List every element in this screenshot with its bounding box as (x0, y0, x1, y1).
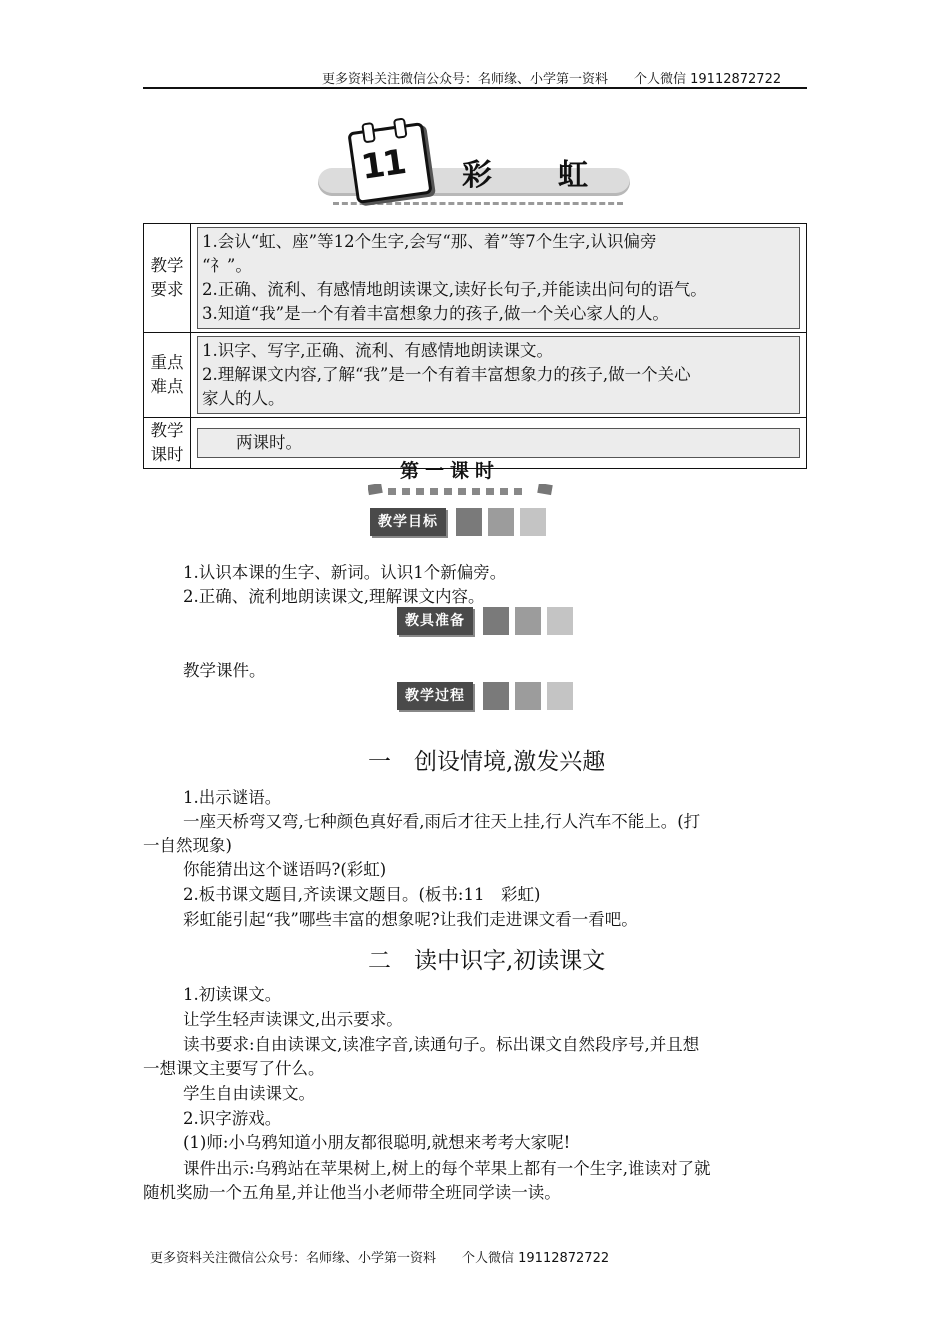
key-line: 2.理解课文内容,了解“我”是一个有着丰富想象力的孩子,做一个关心 (202, 365, 691, 384)
page-header: 更多资料关注微信公众号：名师缘、小学第一资料 个人微信 19112872722 (322, 72, 782, 87)
tools-text: 教学课件。 (183, 661, 266, 680)
calendar-icon (347, 122, 432, 204)
process-tag: 教学过程 (397, 682, 573, 710)
part2-line: 一想课文主要写了什么。 (143, 1059, 325, 1078)
part1-line: 你能猜出这个谜语吗?(彩虹) (183, 860, 387, 879)
header-rule (143, 87, 807, 89)
key-label: 重点难点 (150, 353, 184, 396)
requirements-table (143, 223, 807, 469)
goal-line: 2.正确、流利、有感情地朗读课文,读好长句子,并能读出问句的语气。 (202, 280, 707, 299)
page-footer: 更多资料关注微信公众号：名师缘、小学第一资料 个人微信 19112872722 (150, 1251, 610, 1266)
part1-line: 一自然现象) (143, 836, 232, 855)
goal-line: “礻”。 (202, 256, 252, 275)
part1-line: 一座天桥弯又弯,七种颜色真好看,雨后才往天上挂,行人汽车不能上。(打 (183, 812, 701, 831)
hours-label: 教学课时 (150, 421, 184, 464)
part2-line: (1)师:小乌鸦知道小朋友都很聪明,就想来考考大家呢! (183, 1133, 571, 1152)
title-dash-line (333, 202, 623, 205)
key-cell (191, 333, 807, 418)
objective-line: 2.正确、流利地朗读课文,理解课文内容。 (183, 587, 485, 606)
goals-label: 教学要求 (150, 256, 184, 299)
objective-line: 1.认识本课的生字、新词。认识1个新偏旁。 (183, 563, 507, 582)
part1-line: 1.出示谜语。 (183, 788, 282, 807)
part2-line: 随机奖励一个五角星,并让他当小老师带全班同学读一读。 (143, 1183, 561, 1202)
part1-line: 2.板书课文题目,齐读课文题目。(板书:11 彩虹) (183, 885, 541, 904)
part2-line: 2.识字游戏。 (183, 1109, 282, 1128)
goals-cell (191, 224, 807, 333)
part2-line: 课件出示:乌鸦站在苹果树上,树上的每个苹果上都有一个生字,谁读对了就 (183, 1159, 711, 1178)
part2-line: 读书要求:自由读课文,读准字音,读通句子。标出课文自然段序号,并且想 (183, 1035, 700, 1054)
hours-label-cell (144, 418, 191, 469)
lesson-number: 11 (358, 142, 408, 188)
lesson-period-heading: 第一课时 (400, 460, 501, 482)
part1-line: 彩虹能引起“我”哪些丰富的想象呢?让我们走进课文看一看吧。 (183, 910, 638, 929)
key-line: 家人的人。 (202, 389, 285, 408)
part2-heading: 二 读中识字,初读课文 (368, 948, 606, 974)
objectives-tag: 教学目标 (370, 508, 546, 536)
goal-line: 1.会认“虹、座”等12个生字,会写“那、着”等7个生字,认识偏旁 (202, 232, 657, 251)
part2-line: 学生自由读课文。 (183, 1084, 315, 1103)
part1-heading: 一 创设情境,激发兴趣 (368, 749, 606, 775)
lesson-title: 彩虹 (462, 158, 654, 193)
goals-label-cell (144, 224, 191, 333)
goal-line: 3.知道“我”是一个有着丰富想象力的孩子,做一个关心家人的人。 (202, 304, 669, 323)
hours-value: 两课时。 (197, 428, 800, 458)
part2-line: 1.初读课文。 (183, 985, 282, 1004)
heading-decoration (368, 484, 554, 496)
tools-tag: 教具准备 (397, 607, 573, 635)
part2-line: 让学生轻声读课文,出示要求。 (183, 1010, 403, 1029)
key-line: 1.识字、写字,正确、流利、有感情地朗读课文。 (202, 341, 553, 360)
key-label-cell (144, 333, 191, 418)
